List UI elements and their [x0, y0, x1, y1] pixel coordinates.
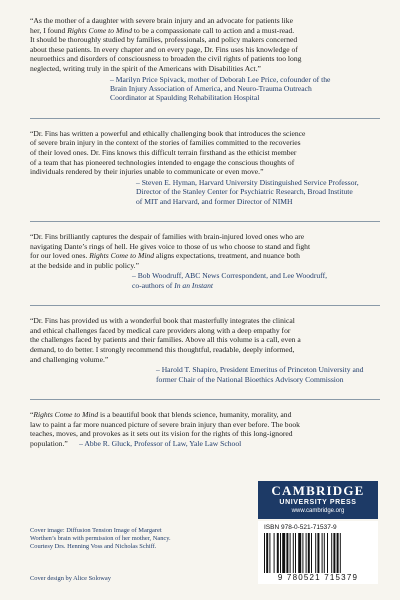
barcode [264, 533, 372, 573]
divider [30, 305, 380, 306]
quote-line [30, 242, 310, 251]
quote-text: “ [30, 409, 34, 419]
quote-line [30, 54, 301, 63]
quote-text: of severe brain injury in the context of the stories of families committed to the recoveries [30, 138, 301, 148]
quote-line [30, 345, 294, 354]
endorsement-attribution: – Abbe R. Gluck, Professor of Law, Yale Law School [67, 438, 242, 448]
publisher-logo [258, 481, 378, 519]
divider [30, 221, 380, 222]
endorsement-quote [30, 232, 380, 270]
quote-line [30, 158, 294, 167]
publisher-website: www.cambridge.org [291, 508, 345, 514]
endorsement-4 [30, 316, 380, 384]
endorsement-1 [30, 16, 380, 103]
quote-line [30, 355, 108, 364]
quote-text: It should be thoroughly studied by families, professionals, and policy makers concerned [30, 35, 298, 45]
quote-line [30, 35, 297, 44]
endorsement-attribution [30, 271, 380, 290]
attribution-line: – Harold T. Shapiro, President Emeritus of Princeton University and [156, 365, 364, 375]
quote-text: “As the mother of a daughter with severe brain injury and an advocate for patients like [30, 16, 293, 25]
quote-line [30, 138, 301, 147]
quote-text: to be a compassionate call to action and a must-read. [132, 25, 295, 35]
quote-text: teaches, moves, and provokes as it sets out its vision for the rights of this long-ignored [30, 429, 293, 439]
quote-text: “Dr. Fins has written a powerful and ethically challenging book that introduces the science [30, 128, 306, 138]
endorsement-quote [30, 129, 380, 177]
divider [30, 118, 380, 119]
quote-text: neglected, writing truly in the spirit of the Americans with Disabilities Act.” [30, 63, 261, 73]
quote-line [30, 439, 68, 448]
endorsement-2 [30, 129, 380, 206]
attribution-line: of MIT and Harvard, and former Director of NIMH [136, 196, 293, 206]
book-title: Rights Come to Mind [33, 409, 99, 419]
endorsement-quote [30, 410, 380, 448]
endorsement-attribution [30, 178, 380, 206]
attribution-line: former Chair of the National Bioethics Advisory Commission [156, 374, 344, 384]
attribution-line: – Marilyn Price Spivack, mother of Deborah Lee Price, cofounder of the [110, 74, 331, 84]
quote-text: at the bedside and in public policy.” [30, 260, 139, 270]
quote-text: and challenging volume.” [30, 354, 109, 364]
quote-line [30, 420, 300, 429]
quote-line [30, 261, 139, 270]
quote-text: “Dr. Fins has provided us with a wonderful book that masterfully integrates the clinical [30, 316, 295, 326]
quote-line [30, 251, 300, 260]
book-title: Rights Come to Mind [67, 25, 132, 35]
quote-text: “Dr. Fins brilliantly captures the despair of families with brain-injured loved ones who are [30, 231, 305, 241]
quote-line [30, 129, 305, 138]
quote-line [30, 335, 301, 344]
quote-text: navigating Dante’s rings of hell. He gives voice to those of us who choose to stand and fight [30, 241, 311, 251]
endorsement-5 [30, 410, 380, 448]
quote-text: population.” [30, 438, 68, 448]
quote-text: the challenges faced by patients and their families. Above all this volume is a call, even a [30, 335, 301, 345]
credit-line: Worthen’s brain with permission of her mother, Nancy. [30, 535, 171, 543]
book-title: In an Instant [174, 280, 213, 290]
quote-text: her, I found [30, 25, 68, 35]
quote-line [30, 26, 294, 35]
quote-line [30, 148, 296, 157]
quote-text: and ethical challenges faced by medical care providers along with a deep empathy for [30, 325, 291, 335]
endorsement-3 [30, 232, 380, 290]
attribution-line: – Bob Woodruff, ABC News Correspondent, and Lee Woodruff, [132, 271, 327, 281]
quote-text: is a beautiful book that blends science, humanity, morality, and [98, 409, 292, 419]
quote-line [30, 326, 290, 335]
quote-text: about these patients. In every chapter and on every page, Dr. Fins uses his knowledge of [30, 44, 298, 54]
divider [30, 399, 380, 400]
publisher-subtitle: UNIVERSITY PRESS [279, 499, 357, 506]
attribution-line: – Steven E. Hyman, Harvard University Distinguished Service Professor, [136, 177, 359, 187]
quote-line [30, 167, 263, 176]
endorsements [30, 16, 380, 463]
quote-line [30, 16, 293, 25]
attribution-line: Coordinator at Spaulding Rehabilitation Hospital [110, 93, 260, 103]
quote-line [30, 316, 295, 325]
quote-text: aligns expectations, treatment, and nuance both [154, 251, 300, 261]
book-title: Rights Come to Mind [89, 251, 155, 261]
quote-text: of a team that has pioneered technologies intended to engage the conscious thoughts of [30, 157, 295, 167]
quote-text: for our loved ones. [30, 251, 90, 261]
endorsement-quote [30, 316, 380, 364]
endorsement-attribution [30, 365, 380, 384]
quote-text: individuals rendered by their injuries unable to communicate or even move.” [30, 167, 264, 177]
endorsement-quote [30, 16, 380, 74]
quote-text: neuroethics and disorders of consciousness to broaden the civil rights of patients too long [30, 54, 302, 64]
credit-line: Cover image: Diffusion Tension Image of Margaret [30, 527, 162, 534]
quote-line [30, 232, 304, 241]
quote-line [30, 410, 291, 419]
publisher-name: CAMBRIDGE [271, 483, 365, 498]
barcode-panel [258, 521, 378, 584]
credit-line: Courtesy Drs. Henning Voss and Nicholas Schiff. [30, 543, 157, 551]
attribution-line: co-authors of In an Instant [132, 280, 213, 290]
attribution-line: Director of the Stanley Center for Psychiatric Research, Broad Institute [136, 187, 353, 197]
cover-design-credit: Cover design by Alice Soloway [30, 575, 111, 582]
cover-image-credit [30, 527, 210, 552]
isbn: ISBN 978-0-521-71537-9 [264, 524, 337, 531]
quote-line [30, 429, 293, 438]
quote-text: of their loved ones. Dr. Fins knows this difficult terrain firsthand as the ethicist member [30, 147, 297, 157]
quote-line [30, 64, 261, 73]
attribution-line: Brain Injury Association of America, and Neuro-Trauma Outreach [110, 83, 312, 93]
endorsement-attribution [30, 75, 380, 103]
barcode-number: 9 780521 715379 [277, 573, 359, 582]
quote-text: demand, to do better. I strongly recommend this thoughtful, readable, deeply informed, [30, 344, 295, 354]
quote-line [30, 45, 298, 54]
quote-text: law to paint a far more nuanced picture of severe brain injury than ever before. The book [30, 419, 300, 429]
